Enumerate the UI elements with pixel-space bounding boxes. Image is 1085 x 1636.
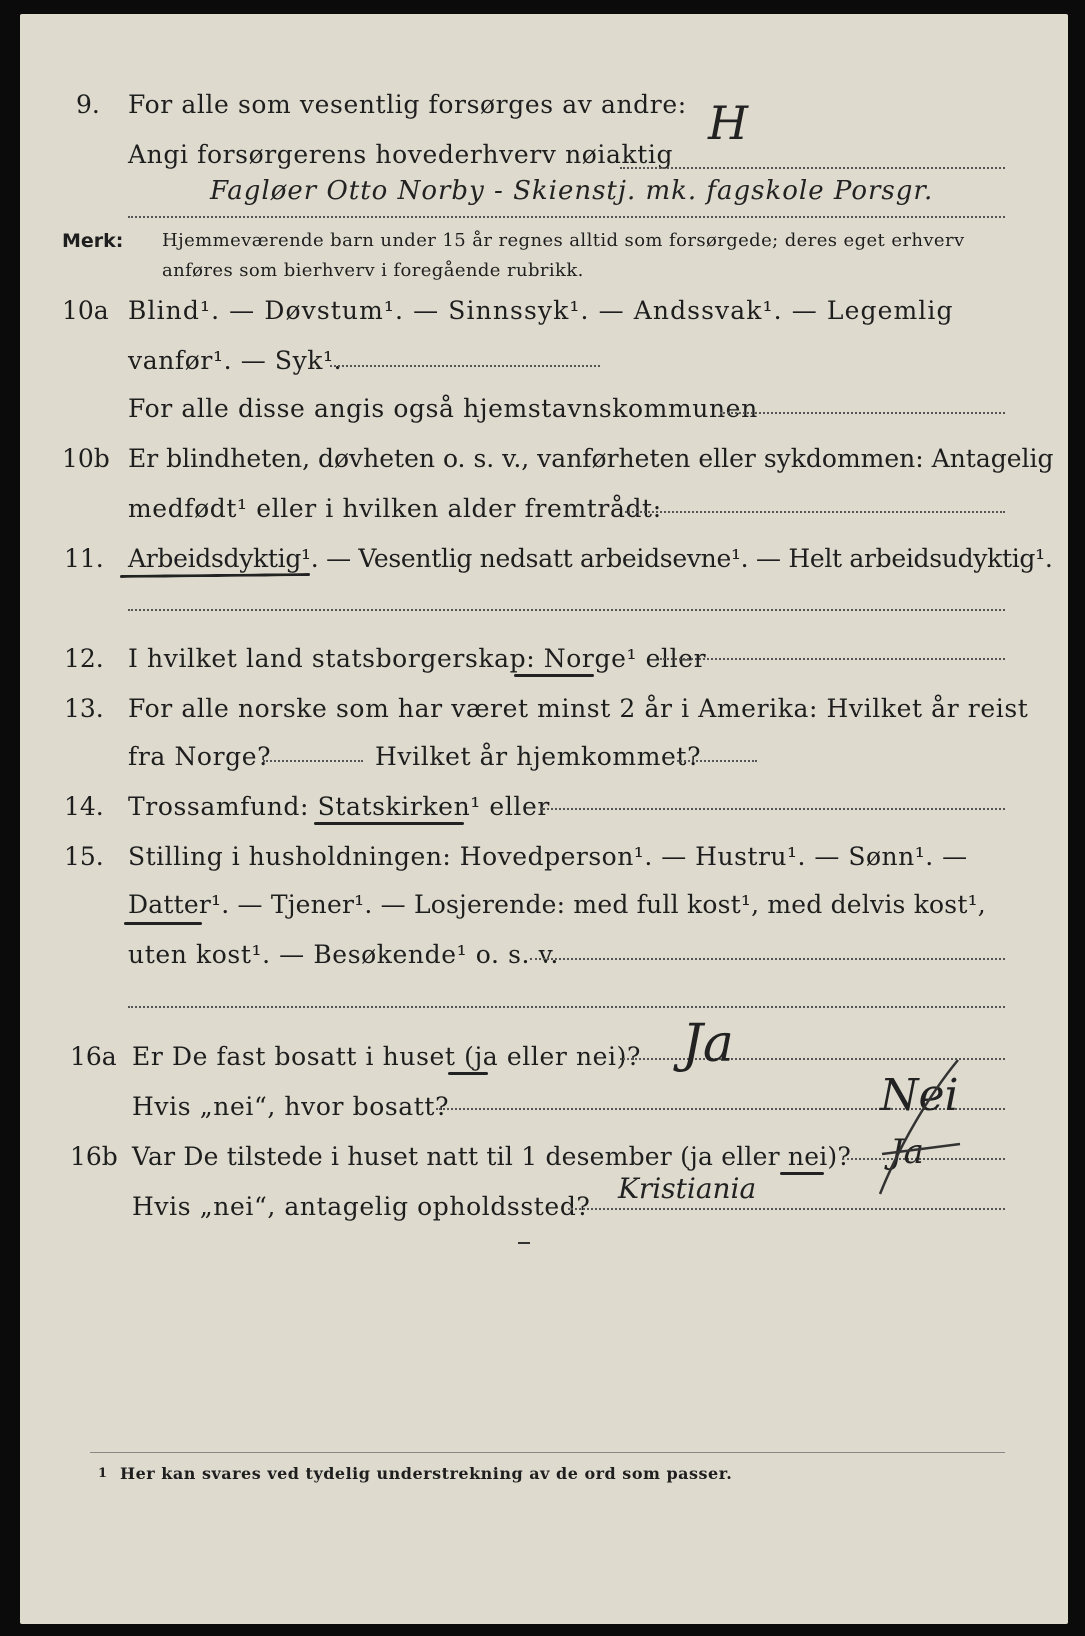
q16b-strike-marks: [870, 1054, 980, 1204]
q16b-underline-nei: [780, 1172, 824, 1175]
merk-label: Merk:: [62, 230, 124, 252]
q10a-line2-dots: [330, 365, 600, 367]
q16a-line1: Er De fast bosatt i huset (ja eller nei)?: [132, 1042, 641, 1071]
q16a-underline-ja: [448, 1072, 488, 1075]
q9-number: 9.: [76, 90, 100, 119]
q14-underline-statskirken: [314, 822, 464, 825]
census-form-page: [20, 14, 1068, 1624]
q16b-handwritten-ja-struck: Ja: [890, 1132, 924, 1172]
q11-answer-line: [128, 609, 1005, 611]
q16b-line2: Hvis „nei“, antagelig opholdssted?: [132, 1192, 591, 1221]
q11-underline-arbeidsdyktig: [120, 573, 310, 578]
q14-number: 14.: [64, 792, 104, 821]
q15-answer-line: [128, 1006, 1005, 1008]
merk-line1: Hjemmeværende barn under 15 år regnes alltid som forsørgede; deres eget erhverv: [162, 230, 965, 251]
q16b-line1: Var De tilstede i huset natt til 1 desember (ja eller nei)?: [132, 1142, 851, 1171]
q16a-line2: Hvis „nei“, hvor bosatt?: [132, 1092, 450, 1121]
q16b-answer-line-2: [568, 1208, 1005, 1210]
q13-year-left-dots: [263, 760, 363, 762]
q9-answer-line-2: [128, 216, 1005, 218]
q15-underline-datter: [124, 922, 202, 925]
q10b-number: 10b: [62, 444, 110, 473]
q9-line1: For alle som vesentlig forsørges av andre:: [128, 90, 687, 119]
q16a-number: 16a: [70, 1042, 117, 1071]
q10b-line1: Er blindheten, døvheten o. s. v., vanførheten eller sykdommen: Antagelig: [128, 444, 1054, 473]
stray-mark: [518, 1242, 530, 1244]
q10a-line1: Blind¹. — Døvstum¹. — Sinnssyk¹. — Andssvak¹. — Legemlig: [128, 296, 954, 325]
q13-line2a: fra Norge?: [128, 742, 272, 771]
q13-number: 13.: [64, 694, 104, 723]
q9-answer-line-1: [620, 167, 1005, 169]
q10b-line2-dots: [625, 511, 1005, 513]
q12-number: 12.: [64, 644, 104, 673]
footnote-mark: 1: [98, 1466, 108, 1481]
q11-line1: Arbeidsdyktig¹. — Vesentlig nedsatt arbeidsevne¹. — Helt arbeidsudyktig¹.: [128, 544, 1053, 573]
q10a-line3-dots: [720, 412, 1005, 414]
footnote-text: Her kan svares ved tydelig understrekning av de ord som passer.: [120, 1464, 733, 1483]
q16b-handwritten-place: Kristiania: [618, 1172, 757, 1205]
q10b-line2: medfødt¹ eller i hvilken alder fremtrådt:: [128, 494, 662, 523]
q9-handwritten-answer: Fagløer Otto Norby - Skienstj. mk. fagskole Porsgr.: [210, 176, 934, 206]
q16a-handwritten-nei: Nei: [880, 1070, 959, 1121]
footnote-rule: [90, 1452, 1005, 1453]
q9-handwritten-mark: H: [708, 96, 749, 150]
q13-line2b: Hvilket år hjemkommet?: [375, 742, 702, 771]
q15-line3: uten kost¹. — Besøkende¹ o. s. v.: [128, 940, 559, 969]
q15-number: 15.: [64, 842, 104, 871]
q16b-number: 16b: [70, 1142, 118, 1171]
q15-line2: Datter¹. — Tjener¹. — Losjerende: med full kost¹, med delvis kost¹,: [128, 890, 986, 919]
q15-line3-dots: [530, 958, 1005, 960]
q14-line1: Trossamfund: Statskirken¹ eller: [128, 792, 550, 821]
q15-line1: Stilling i husholdningen: Hovedperson¹. — Hustru¹. — Sønn¹. —: [128, 842, 968, 871]
q10a-number: 10a: [62, 296, 109, 325]
q10a-line2: vanfør¹. — Syk¹.: [128, 346, 343, 375]
merk-line2: anføres som bierhverv i foregående rubrikk.: [162, 260, 584, 281]
q12-answer-line: [660, 658, 1005, 660]
q13-year-returned-dots: [677, 760, 757, 762]
q11-number: 11.: [64, 544, 104, 573]
q13-line1: For alle norske som har været minst 2 år i Amerika: Hvilket år reist: [128, 694, 1029, 723]
q14-answer-line: [540, 808, 1005, 810]
q10a-line3: For alle disse angis også hjemstavnskommunen: [128, 394, 758, 423]
q16a-handwritten-ja: Ja: [682, 1014, 734, 1074]
q9-line2: Angi forsørgerens hovederhverv nøiaktig: [128, 140, 674, 169]
q12-underline-norge: [514, 674, 594, 677]
q12-line1: I hvilket land statsborgerskap: Norge¹ eller: [128, 644, 707, 673]
